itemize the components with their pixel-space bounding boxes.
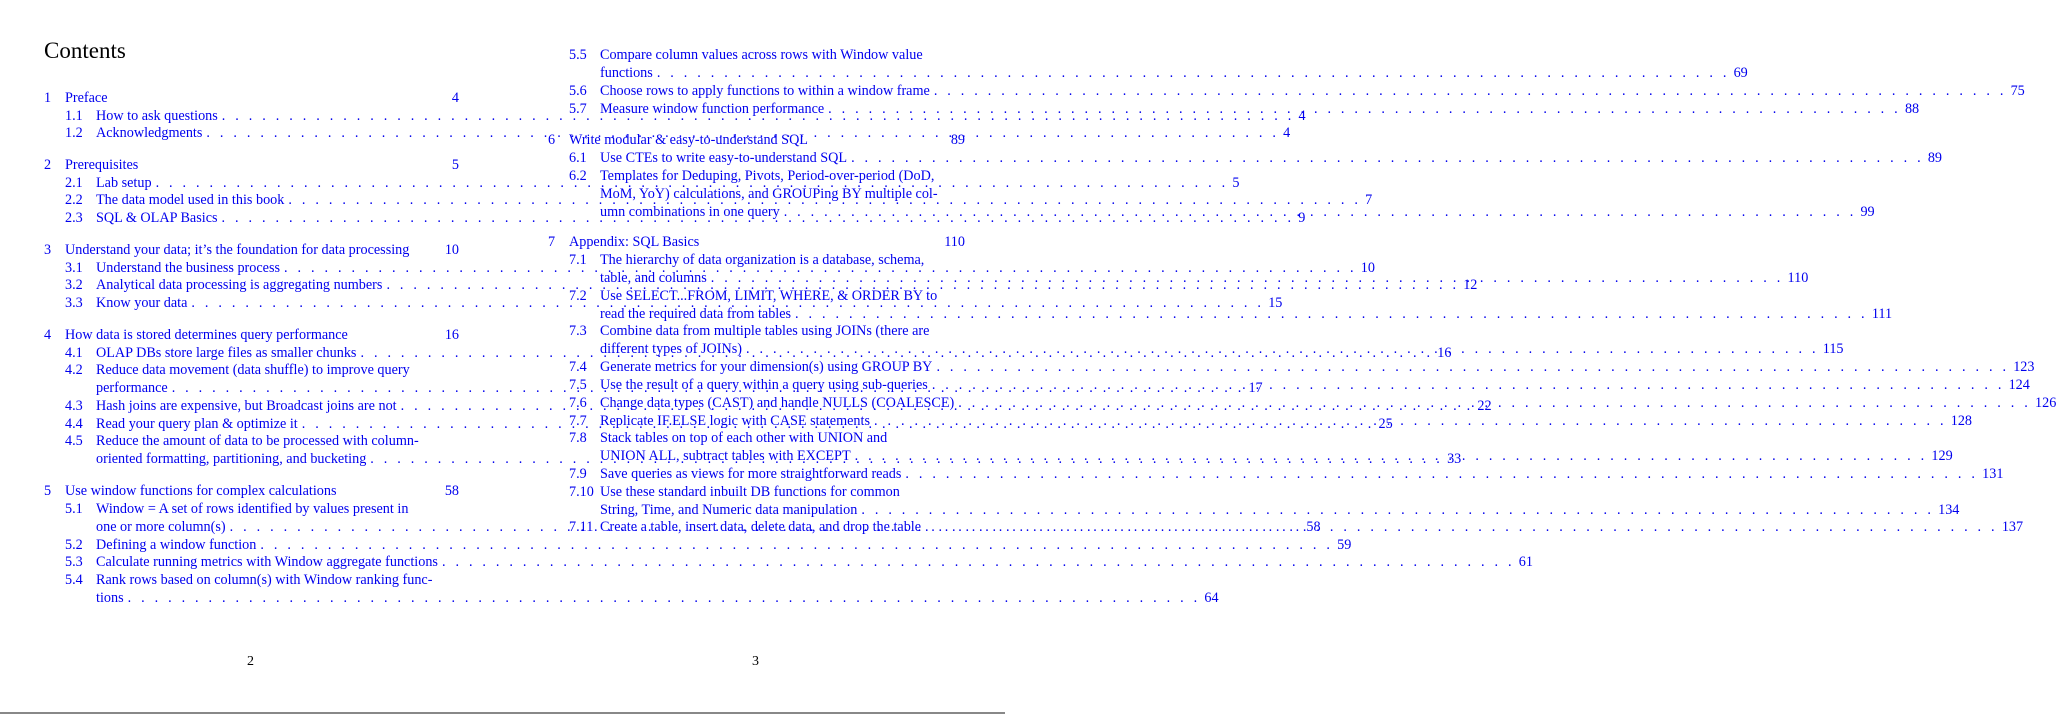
section-page-number[interactable]: 131 — [1982, 466, 2004, 482]
chapter-title[interactable]: Preface — [65, 90, 108, 106]
section-number[interactable]: 5.7 — [569, 101, 587, 117]
dot-leader — [707, 269, 1788, 287]
section-title[interactable]: read the required data from tables — [600, 305, 792, 322]
section-title[interactable]: performance — [96, 379, 168, 396]
chapter-number[interactable]: 3 — [44, 242, 52, 258]
section-page-number[interactable]: 64 — [1204, 589, 1219, 606]
section-title[interactable]: Use SELECT...FROM, LIMIT, WHERE, & ORDER BY to — [600, 288, 938, 304]
section-entry-continued[interactable] — [600, 322, 965, 340]
section-title[interactable]: Create a table, insert data, delete data, and drop the table — [600, 519, 922, 535]
section-page-number[interactable]: 115 — [1822, 340, 1844, 357]
section-number[interactable]: 7.5 — [569, 377, 587, 393]
section-title[interactable]: Use the result of a query within a query using sub-queries — [600, 377, 928, 393]
section-title[interactable]: SQL & OLAP Basics — [96, 210, 218, 226]
section-entry-continued[interactable] — [600, 251, 965, 269]
section-page-number[interactable]: 61 — [1518, 554, 1533, 570]
section-page-number[interactable]: 128 — [1950, 413, 1973, 429]
section-title[interactable]: Defining a window function — [96, 537, 257, 553]
section-title[interactable]: Combine data from multiple tables using JOINs (there are — [600, 323, 930, 339]
chapter-entry[interactable] — [569, 233, 965, 251]
section-entry[interactable] — [600, 305, 1893, 323]
section-number[interactable]: 3.2 — [65, 277, 83, 293]
dot-leader — [901, 465, 1982, 483]
section-page-number[interactable]: 129 — [1931, 447, 1953, 464]
chapter-number[interactable]: 2 — [44, 157, 52, 173]
section-page-number[interactable]: 75 — [2010, 83, 2025, 99]
section-number[interactable]: 7.4 — [569, 359, 587, 375]
section-entry-continued[interactable] — [600, 429, 965, 447]
chapter-page-number[interactable]: 10 — [444, 242, 459, 258]
section-title[interactable]: OLAP DBs store large files as smaller chunks — [96, 345, 357, 361]
section-number[interactable]: 6.1 — [569, 150, 587, 166]
section-number[interactable]: 7.8 — [569, 430, 587, 446]
section-page-number[interactable]: 89 — [1927, 150, 1943, 166]
dot-leader — [653, 64, 1734, 82]
section-number[interactable]: 2.3 — [65, 210, 83, 226]
chapter-title[interactable]: Understand your data; it’s the foundation for data processing — [65, 242, 410, 258]
dot-leader — [780, 203, 1861, 221]
section-page-number[interactable]: 69 — [1733, 64, 1748, 81]
section-number[interactable]: 3.1 — [65, 260, 83, 276]
section-title[interactable]: Lab setup — [96, 175, 152, 191]
section-title[interactable]: different types of JOINs) — [600, 340, 742, 357]
section-entry-continued[interactable] — [96, 571, 459, 589]
section-title[interactable]: How to ask questions — [96, 108, 218, 124]
section-entry[interactable] — [600, 64, 1748, 82]
section-entry-continued[interactable] — [96, 432, 459, 450]
section-entry[interactable] — [600, 203, 1875, 221]
chapter-title[interactable]: Appendix: SQL Basics — [569, 234, 700, 250]
section-entry[interactable] — [600, 82, 2025, 100]
dot-leader — [928, 376, 2009, 394]
chapter-page-number[interactable]: 89 — [950, 132, 965, 148]
section-page-number[interactable]: 126 — [2035, 395, 2056, 411]
section-page-number[interactable]: 4 — [1283, 125, 1291, 141]
section-page-number[interactable]: 123 — [2013, 359, 2035, 375]
dot-leader — [932, 358, 2013, 376]
section-page-number[interactable]: 88 — [1904, 101, 1920, 117]
section-number[interactable]: 2.1 — [65, 175, 83, 191]
section-title[interactable]: UNION ALL, subtract tables with EXCEPT — [600, 447, 851, 464]
section-title[interactable]: Templates for Deduping, Pivots, Period-over-period (DoD, — [600, 168, 935, 184]
dot-leader — [851, 447, 1932, 465]
section-number[interactable]: 3.3 — [65, 295, 83, 311]
dot-leader — [921, 518, 2002, 536]
section-title[interactable]: Reduce the amount of data to be processed with column- — [96, 433, 419, 449]
chapter-entry[interactable] — [65, 241, 459, 259]
chapter-entry[interactable] — [65, 156, 459, 174]
section-number[interactable]: 7.10 — [569, 484, 594, 500]
section-title[interactable]: Know your data — [96, 295, 188, 311]
section-entry-continued[interactable] — [600, 483, 965, 501]
section-title[interactable]: Compare column values across rows with Window value — [600, 47, 923, 63]
contents-heading: Contents — [44, 38, 126, 63]
section-number[interactable]: 4.3 — [65, 398, 83, 414]
chapter-entry[interactable] — [65, 482, 459, 500]
section-page-number[interactable]: 7 — [1365, 192, 1373, 208]
section-title[interactable]: Save queries as views for more straightforward reads — [600, 466, 902, 482]
chapter-page-number[interactable]: 5 — [451, 157, 459, 173]
dot-leader — [954, 394, 2035, 412]
section-page-number[interactable]: 110 — [1787, 269, 1809, 286]
section-page-number[interactable]: 59 — [1337, 537, 1352, 553]
section-number[interactable]: 1.1 — [65, 108, 83, 124]
chapter-entry[interactable] — [569, 131, 965, 149]
section-title[interactable]: umn combinations in one query — [600, 203, 780, 220]
section-page-number[interactable]: 9 — [1298, 210, 1306, 226]
dot-leader — [742, 340, 1823, 358]
section-entry[interactable] — [600, 100, 1920, 118]
dot-leader — [791, 305, 1872, 323]
chapter-number[interactable]: 7 — [548, 234, 556, 250]
section-title[interactable]: Use CTEs to write easy-to-understand SQL — [600, 150, 848, 166]
section-title[interactable]: Generate metrics for your dimension(s) using GROUP BY — [600, 359, 933, 375]
section-number[interactable]: 5.3 — [65, 554, 83, 570]
section-number[interactable]: 5.6 — [569, 83, 587, 99]
section-title[interactable]: Stack tables on top of each other with UNION and — [600, 430, 888, 446]
section-title[interactable]: Change data types (CAST) and handle NULLS (COALESCE) — [600, 395, 955, 411]
chapter-title[interactable]: How data is stored determines query performance — [65, 327, 348, 343]
section-entry[interactable] — [600, 149, 1943, 167]
chapter-number[interactable]: 1 — [44, 90, 52, 106]
section-number[interactable]: 7.9 — [569, 466, 587, 482]
dot-leader — [847, 149, 1928, 167]
dot-leader — [824, 100, 1905, 118]
section-number[interactable]: 4.2 — [65, 362, 83, 378]
section-number[interactable]: 5.1 — [65, 501, 83, 517]
section-entry-continued[interactable] — [600, 167, 965, 185]
section-title[interactable]: Measure window function performance — [600, 101, 825, 117]
section-title[interactable]: Acknowledgments — [96, 125, 203, 141]
section-page-number[interactable]: 25 — [1378, 416, 1393, 432]
chapter-page-number[interactable]: 4 — [451, 90, 459, 106]
section-title[interactable]: functions — [600, 64, 653, 81]
section-title[interactable]: Reduce data movement (data shuffle) to improve query — [96, 362, 410, 378]
section-page-number[interactable]: 99 — [1860, 203, 1875, 220]
section-page-number[interactable]: 17 — [1248, 379, 1263, 396]
chapter-title[interactable]: Write modular & easy-to-understand SQL — [569, 132, 808, 148]
section-title[interactable]: Read your query plan & optimize it — [96, 416, 298, 432]
section-title[interactable]: table, and columns — [600, 269, 707, 286]
section-number[interactable]: 5.4 — [65, 572, 83, 588]
section-entry[interactable] — [96, 589, 1219, 607]
dot-leader — [930, 82, 2011, 100]
section-title[interactable]: Replicate IF.ELSE logic with CASE statements — [600, 413, 870, 429]
section-title[interactable]: tions — [96, 589, 124, 606]
section-number[interactable]: 4.1 — [65, 345, 83, 361]
section-page-number[interactable]: 16 — [1437, 345, 1452, 361]
section-page-number[interactable]: 12 — [1463, 277, 1478, 293]
section-title[interactable]: Rank rows based on column(s) with Window ranking func- — [96, 572, 433, 588]
section-entry[interactable] — [96, 536, 1352, 554]
section-number[interactable]: 6.2 — [569, 168, 587, 184]
section-page-number[interactable]: 137 — [2001, 519, 2024, 535]
chapter-entry[interactable] — [65, 326, 459, 344]
section-number[interactable]: 4.5 — [65, 433, 83, 449]
section-entry[interactable] — [600, 358, 2035, 376]
section-number[interactable]: 7.6 — [569, 395, 587, 411]
chapter-number[interactable]: 4 — [44, 327, 52, 343]
section-entry-continued[interactable] — [600, 185, 965, 203]
section-entry-continued[interactable] — [600, 46, 965, 64]
chapter-number[interactable]: 6 — [548, 132, 556, 148]
section-title[interactable]: one or more column(s) — [96, 518, 226, 535]
section-page-number[interactable]: 5 — [1232, 175, 1240, 191]
section-title[interactable]: String, Time, and Numeric data manipulation — [600, 501, 858, 518]
section-number[interactable]: 7.1 — [569, 252, 587, 268]
section-title[interactable]: Use these standard inbuilt DB functions for common — [600, 484, 900, 500]
section-number[interactable]: 7.11 — [569, 519, 594, 535]
chapter-title[interactable]: Use window functions for complex calculations — [65, 483, 337, 499]
section-number[interactable]: 7.2 — [569, 288, 587, 304]
chapter-number[interactable]: 5 — [44, 483, 52, 499]
section-title[interactable]: oriented formatting, partitioning, and bucketing — [96, 450, 367, 467]
section-title[interactable]: Understand the business process — [96, 260, 281, 276]
section-entry-continued[interactable] — [96, 500, 459, 518]
section-number[interactable]: 7.3 — [569, 323, 587, 339]
section-title[interactable]: Choose rows to apply functions to within a window frame — [600, 83, 930, 99]
section-page-number[interactable]: 4 — [1298, 108, 1306, 124]
section-entry[interactable] — [600, 465, 2004, 483]
section-page-number[interactable]: 124 — [2008, 377, 2030, 393]
section-page-number[interactable]: 134 — [1938, 501, 1960, 518]
left-page-number: 2 — [247, 654, 254, 669]
section-title[interactable]: MoM, YoY) calculations, and GROUPing BY multiple col- — [600, 185, 938, 202]
section-number[interactable]: 4.4 — [65, 416, 83, 432]
chapter-page-number[interactable]: 110 — [944, 234, 965, 250]
section-title[interactable]: Calculate running metrics with Window aggregate functions — [96, 554, 438, 570]
section-page-number[interactable]: 58 — [1306, 518, 1321, 535]
section-title[interactable]: The data model used in this book — [96, 192, 285, 208]
section-title[interactable]: Analytical data processing is aggregating numbers — [96, 277, 383, 293]
chapter-entry[interactable] — [65, 89, 459, 107]
section-page-number[interactable]: 111 — [1871, 305, 1893, 322]
section-page-number[interactable]: 15 — [1268, 295, 1283, 311]
dot-leader — [870, 412, 1951, 430]
section-number[interactable]: 5.5 — [569, 47, 587, 63]
section-page-number[interactable]: 22 — [1477, 398, 1492, 414]
section-title[interactable]: Window = A set of rows identified by values present in — [96, 501, 409, 517]
section-number[interactable]: 1.2 — [65, 125, 83, 141]
section-number[interactable]: 2.2 — [65, 192, 83, 208]
dot-leader — [857, 501, 1938, 519]
section-number[interactable]: 5.2 — [65, 537, 83, 553]
section-entry[interactable] — [600, 501, 1960, 519]
chapter-page-number[interactable]: 58 — [444, 483, 459, 499]
section-entry[interactable] — [96, 553, 1533, 571]
chapter-page-number[interactable]: 16 — [444, 327, 459, 343]
section-page-number[interactable]: 10 — [1360, 260, 1375, 276]
section-entry-continued[interactable] — [600, 287, 965, 305]
section-title[interactable]: Hash joins are expensive, but Broadcast joins are not — [96, 398, 397, 414]
section-title[interactable]: The hierarchy of data organization is a database, schema, — [600, 252, 925, 268]
chapter-title[interactable]: Prerequisites — [65, 157, 139, 173]
right-page-number: 3 — [752, 654, 759, 669]
section-page-number[interactable]: 33 — [1447, 450, 1462, 467]
section-number[interactable]: 7.7 — [569, 413, 587, 429]
section-entry-continued[interactable] — [96, 361, 459, 379]
